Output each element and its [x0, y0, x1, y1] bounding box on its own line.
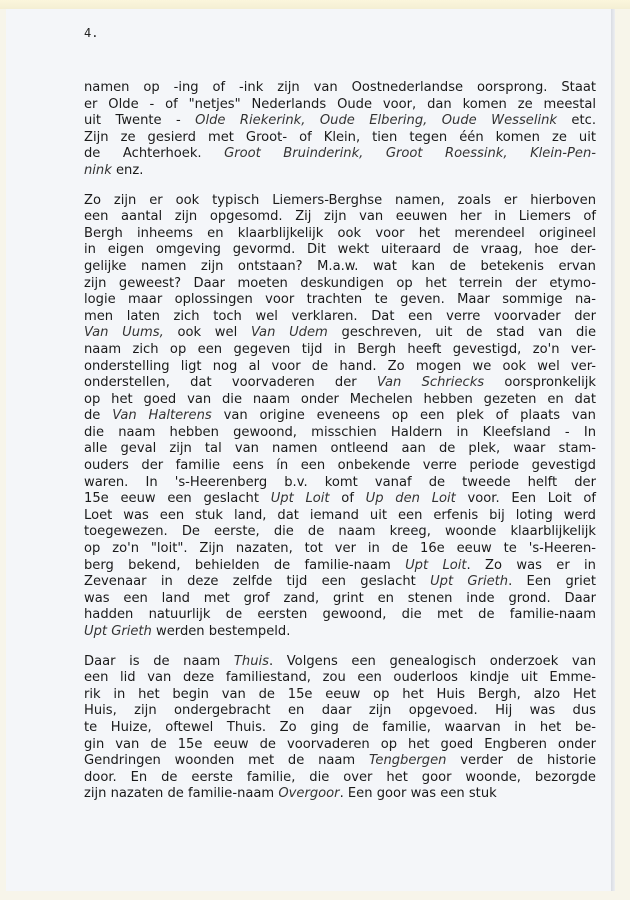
text-segment: Gendringen woonden met de naam	[84, 753, 370, 769]
text-segment: te Huize, oftewel Thuis. Zo ging de familie, waarvan in het be-	[84, 719, 596, 735]
text-segment: gin van de 15e eeuw de voorvaderen op het goed Engberen onder	[84, 736, 596, 752]
text-segment: van origine eveneens op een plek of plaats van	[211, 408, 596, 424]
text-line	[84, 574, 596, 591]
italic-name: Upt Grieth	[430, 574, 509, 590]
text-segment: in eigen omgeving gevormd. Dit wekt uiteraard de vraag, hoe der-	[84, 242, 596, 258]
text-segment: verder de historie	[446, 753, 597, 769]
text-segment: Huis, zijn ondergebracht en daar zijn opgevoed. Hij was dus	[84, 703, 596, 719]
text-segment: enz.	[111, 162, 144, 178]
text-segment: die naam hebben gewoond, misschien Haldern in Kleefsland - In	[84, 424, 596, 440]
text-segment: gelijke namen zijn ontstaan? M.a.w. wat kan de betekenis ervan	[84, 258, 596, 274]
italic-name: nink	[84, 162, 112, 178]
italic-name: Upt Loit	[405, 557, 467, 573]
text-line	[84, 193, 596, 210]
text-line	[84, 458, 596, 475]
text-line	[84, 276, 596, 293]
text-line	[84, 770, 596, 787]
text-segment: ook wel	[163, 325, 251, 341]
text-segment: een aantal zijn opgesomd. Zij zijn van eeuwen her in Liemers of	[84, 209, 596, 225]
italic-name: Upt Loit	[270, 491, 330, 507]
text-segment: was een land met grof zand, grint en stenen inde grond. Daar	[84, 590, 596, 606]
italic-name: Tengbergen	[369, 753, 447, 769]
text-line	[84, 558, 596, 575]
text-line	[84, 425, 596, 442]
text-segment: men laten zich toch wel verklaren. Dat een verre voorvader der	[84, 308, 596, 324]
text-segment: ouders der familie eens ín een onbekende verre periode gevestigd	[84, 458, 596, 474]
text-line	[84, 687, 596, 704]
text-segment: naam zich op een gegeven tijd in Bergh heeft gevestigd, zo'n ver-	[84, 341, 596, 357]
text-segment: werden bestempeld.	[151, 624, 291, 639]
italic-name: Overgoor	[278, 786, 340, 802]
text-line	[84, 325, 596, 342]
text-segment: Zevenaar in deze zelfde tijd een geslacht	[84, 574, 431, 590]
text-line	[84, 591, 596, 608]
text-line	[84, 720, 596, 737]
text-segment: door. En de eerste familie, die over het goor woonde, bezorgde	[84, 769, 596, 785]
text-line	[84, 524, 596, 541]
text-segment: Daar is de naam	[84, 653, 234, 669]
text-segment: rik in het begin van de 15e eeuw op het Huis Bergh, alzo Het	[84, 686, 596, 702]
text-line	[84, 541, 596, 558]
text-segment: etc.	[557, 113, 596, 129]
text-segment: of	[329, 491, 366, 507]
text-line	[84, 80, 596, 97]
paragraph	[84, 654, 596, 803]
italic-name: Thuis	[233, 653, 269, 669]
text-line	[84, 624, 596, 641]
text-segment: zijn geweest? Daar moeten deskundigen op het terrein der etymo-	[84, 275, 596, 291]
text-line	[84, 130, 596, 147]
text-line	[84, 753, 596, 770]
text-line	[84, 342, 596, 359]
italic-name: Van Udem	[250, 325, 328, 341]
italic-name: Van Schriecks	[376, 375, 485, 391]
italic-name: Up den Loit	[365, 491, 456, 507]
text-line	[84, 441, 596, 458]
text-segment: Zijn ze gesierd met Groot- of Klein, tien tegen één komen ze uit	[84, 129, 596, 145]
text-line	[84, 309, 596, 326]
text-line	[84, 209, 596, 226]
page-number: 4.	[84, 26, 99, 40]
text-segment: zijn nazaten de familie-naam	[84, 786, 279, 802]
text-line	[84, 113, 596, 130]
text-segment: de Achterhoek.	[84, 146, 225, 162]
text-line	[84, 392, 596, 409]
italic-name: Upt Grieth	[84, 624, 152, 639]
text-line	[84, 375, 596, 392]
text-line	[84, 292, 596, 309]
text-line	[84, 491, 596, 508]
text-segment: Loet was een stuk land, dat iemand uit een erfenis bij loting werd	[84, 507, 596, 523]
text-line	[84, 226, 596, 243]
text-segment: op zo'n "loit". Zijn nazaten, tot ver in de 16e eeuw te 's-Heeren-	[84, 541, 596, 557]
text-line	[84, 97, 596, 114]
paragraph	[84, 80, 596, 180]
page-right-edge	[611, 9, 615, 891]
text-segment: onderstellen, dat voorvaderen der	[84, 375, 377, 391]
italic-name: Groot Bruinderink, Groot Roessink, Klein-Pen-	[224, 146, 596, 162]
text-segment: Bergh inheems en klaarblijkelijk ook voor het merendeel origineel	[84, 225, 596, 241]
text-line	[84, 737, 596, 754]
text-line	[84, 654, 596, 671]
text-line	[84, 242, 596, 259]
italic-name: Van Halterens	[112, 408, 212, 424]
text-segment: berg bekend, behielden de familie-naam	[84, 557, 406, 573]
text-segment: hadden natuurlijk de eersten gewoond, die met de familie-naam	[84, 607, 596, 623]
text-line	[84, 359, 596, 376]
text-segment: geschreven, uit de stad van die	[327, 325, 597, 341]
text-segment: een lid van deze familiestand, zou een ouderloos kindje uit Emme-	[84, 670, 596, 686]
text-segment: . Volgens een genealogisch onderzoek van	[268, 653, 597, 669]
text-segment: logie maar oplossingen voor trachten te geven. Maar sommige na-	[84, 292, 596, 308]
text-line	[84, 607, 596, 624]
text-segment: voor. Een Loit of	[455, 491, 596, 507]
text-line	[84, 259, 596, 276]
text-segment: de	[84, 408, 113, 424]
text-segment: op het goed van die naam onder Mechelen hebben gezeten en dat	[84, 391, 596, 407]
text-segment: waren. In 's-Heerenberg b.v. komt vanaf de tweede helft der	[84, 474, 596, 490]
text-segment: . Een griet	[508, 574, 596, 590]
text-segment: namen op -ing of -ink zijn van Oostnederlandse oorsprong. Staat	[84, 80, 596, 95]
text-segment: 15e eeuw een geslacht	[84, 491, 271, 507]
text-line	[84, 408, 596, 425]
text-segment: onderstelling ligt nog al voor de hand. Zo mogen we ook wel ver-	[84, 358, 596, 374]
text-segment: er Olde - of "netjes" Nederlands Oude voor, dan komen ze meestal	[84, 96, 596, 112]
text-line	[84, 670, 596, 687]
text-line	[84, 163, 596, 180]
text-line	[84, 786, 596, 803]
text-segment: oorspronkelijk	[484, 375, 596, 391]
italic-name: Van Uums,	[84, 325, 164, 341]
scan-top-strip	[0, 0, 630, 9]
text-segment: alle geval zijn tal van namen ontleend aan de plek, waar stam-	[84, 441, 596, 457]
text-segment: toegewezen. De eerste, die de naam kreeg, woonde klaarblijkelijk	[84, 524, 596, 540]
text-segment: uit Twente -	[84, 113, 196, 129]
text-line	[84, 703, 596, 720]
italic-name: Olde Riekerink, Oude Elbering, Oude Wesselink	[195, 113, 557, 129]
text-line	[84, 146, 596, 163]
text-segment: . Zo was er in	[466, 557, 596, 573]
text-segment: . Een goor was een stuk	[339, 786, 497, 802]
text-line	[84, 508, 596, 525]
text-segment: Zo zijn er ook typisch Liemers-Berghse namen, zoals er hierboven	[84, 192, 596, 208]
text-line	[84, 475, 596, 492]
body-text	[84, 80, 596, 816]
paragraph	[84, 193, 596, 641]
